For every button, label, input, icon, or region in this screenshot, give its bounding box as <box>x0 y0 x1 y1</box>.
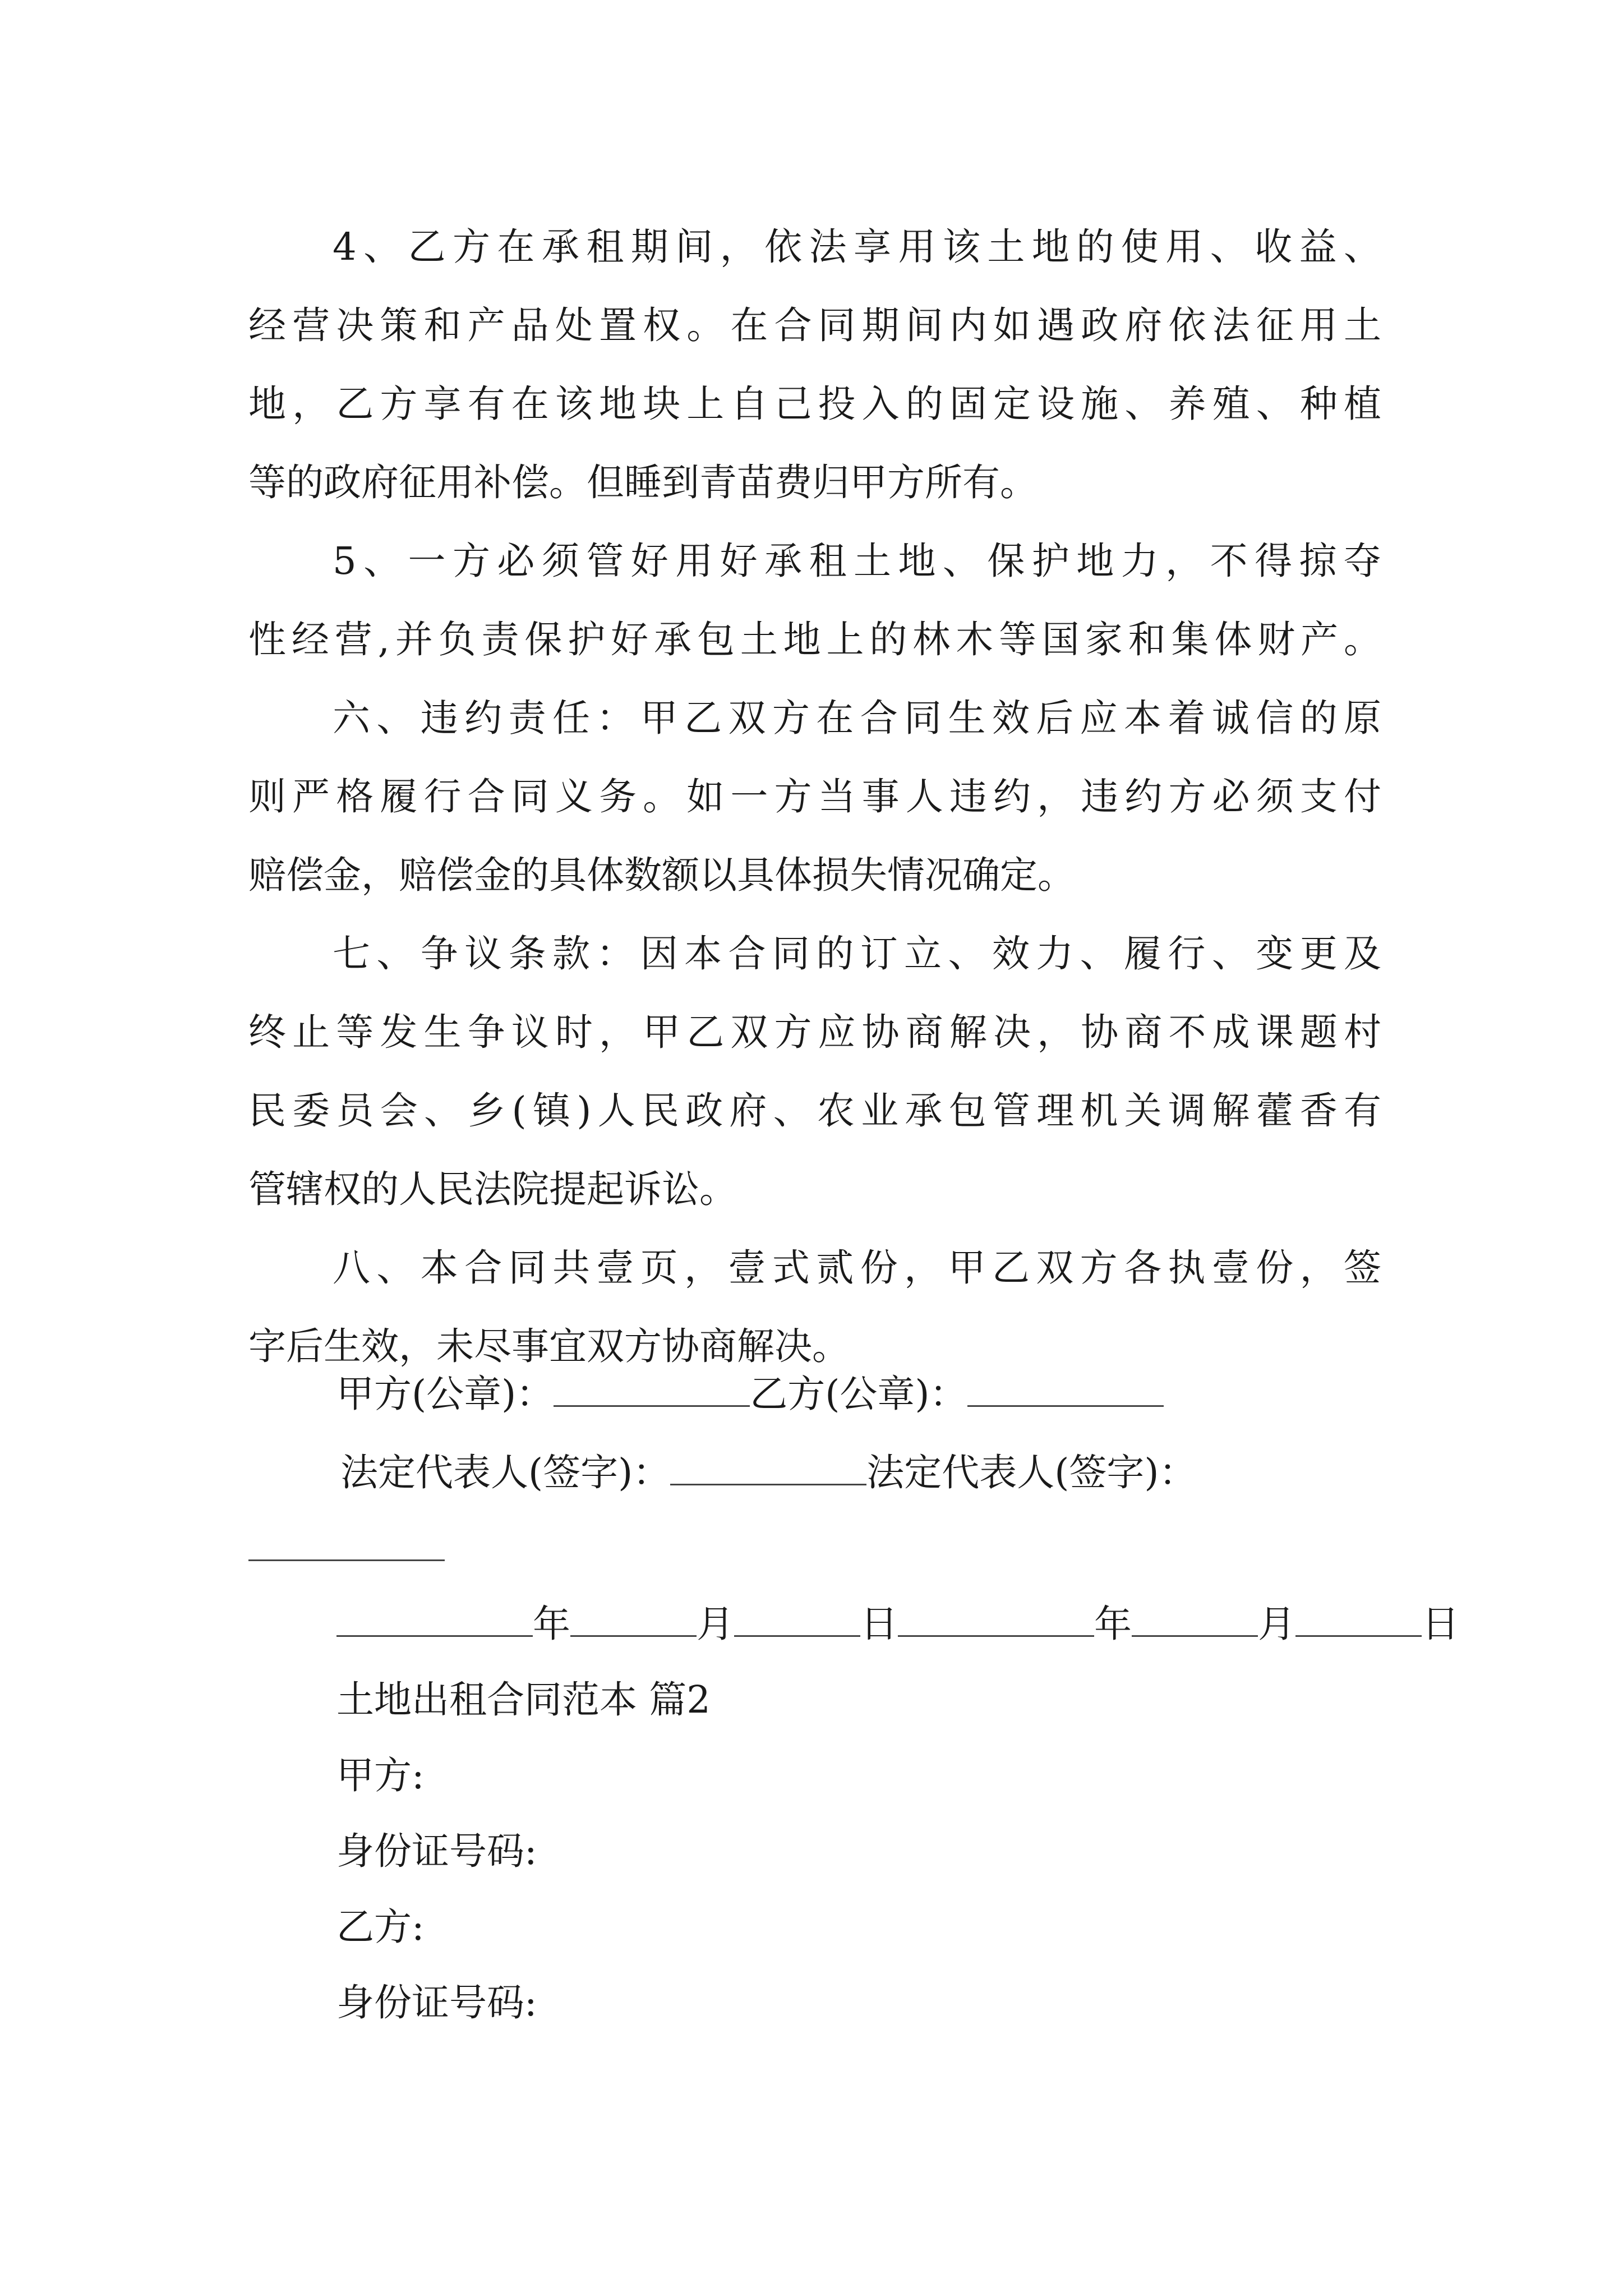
date-row <box>336 1599 1459 1649</box>
party-a-rep-label: 法定代表人(签字)： <box>340 1451 671 1494</box>
date-a-day: 日 <box>860 1602 898 1646</box>
seal-row <box>336 1369 1164 1419</box>
section-2-party-a-id: 身份证号码: <box>336 1829 537 1873</box>
party-a-seal-blank <box>554 1372 750 1407</box>
clause-7-line-2: 终止等发生争议时，甲乙双方应协商解决，协商不成课题村 <box>248 1010 1381 1054</box>
date-b-year: 年 <box>1094 1602 1132 1646</box>
clause-8-line-1: 八、本合同共壹页，壹式贰份，甲乙双方各执壹份，签 <box>333 1246 1381 1290</box>
date-a-year-blank <box>336 1602 533 1637</box>
clause-5-line-1: 5、一方必须管好用好承租土地、保护地力，不得掠夺 <box>333 539 1381 583</box>
party-b-seal-label: 乙方(公章)： <box>750 1372 967 1416</box>
party-a-seal-label: 甲方(公章)： <box>336 1372 554 1416</box>
clause-4-line-1: 4、乙方在承租期间，依法享用该土地的使用、收益、 <box>333 225 1381 269</box>
date-b-day: 日 <box>1422 1602 1459 1646</box>
date-b-month-blank <box>1132 1602 1258 1637</box>
clause-6-line-3: 赔偿金，赔偿金的具体数额以具体损失情况确定。 <box>248 853 1075 897</box>
date-b-month: 月 <box>1258 1602 1295 1646</box>
party-b-rep-blank <box>248 1559 445 1561</box>
party-b-seal-blank <box>967 1372 1164 1407</box>
party-a-rep-blank <box>670 1450 866 1485</box>
clause-6-line-2: 则严格履行合同义务。如一方当事人违约，违约方必须支付 <box>248 775 1381 818</box>
clause-4-line-2: 经营决策和产品处置权。在合同期间内如遇政府依法征用土 <box>248 303 1381 347</box>
clause-8-line-2: 字后生效，未尽事宜双方协商解决。 <box>248 1324 850 1368</box>
clause-7-line-4: 管辖权的人民法院提起诉讼。 <box>248 1167 737 1211</box>
clause-7-line-1: 七、争议条款：因本合同的订立、效力、履行、变更及 <box>333 932 1381 976</box>
clause-4-line-3: 地，乙方享有在该地块上自己投入的固定设施、养殖、种植 <box>248 382 1381 426</box>
section-2-party-b-id: 身份证号码: <box>336 1981 537 2024</box>
date-a-day-blank <box>734 1602 860 1637</box>
party-b-rep-label: 法定代表人(签字)： <box>866 1451 1197 1494</box>
clause-5-line-2: 性经营,并负责保护好承包土地上的林木等国家和集体财产。 <box>248 618 1381 661</box>
clause-7-line-3: 民委员会、乡(镇)人民政府、农业承包管理机关调解藿香有 <box>248 1089 1381 1133</box>
date-a-month-blank <box>570 1602 697 1637</box>
section-2-party-a: 甲方: <box>336 1754 425 1797</box>
date-b-year-blank <box>898 1602 1094 1637</box>
date-b-day-blank <box>1295 1602 1422 1637</box>
section-2-party-b: 乙方: <box>336 1905 425 1949</box>
section-2-title: 土地出租合同范本 篇2 <box>336 1678 711 1722</box>
clause-6-line-1: 六、违约责任：甲乙双方在合同生效后应本着诚信的原 <box>333 696 1381 740</box>
clause-4-line-4: 等的政府征用补偿。但睡到青苗费归甲方所有。 <box>248 461 1038 504</box>
date-a-year: 年 <box>533 1602 570 1646</box>
representative-row <box>340 1447 1197 1498</box>
date-a-month: 月 <box>697 1602 734 1646</box>
